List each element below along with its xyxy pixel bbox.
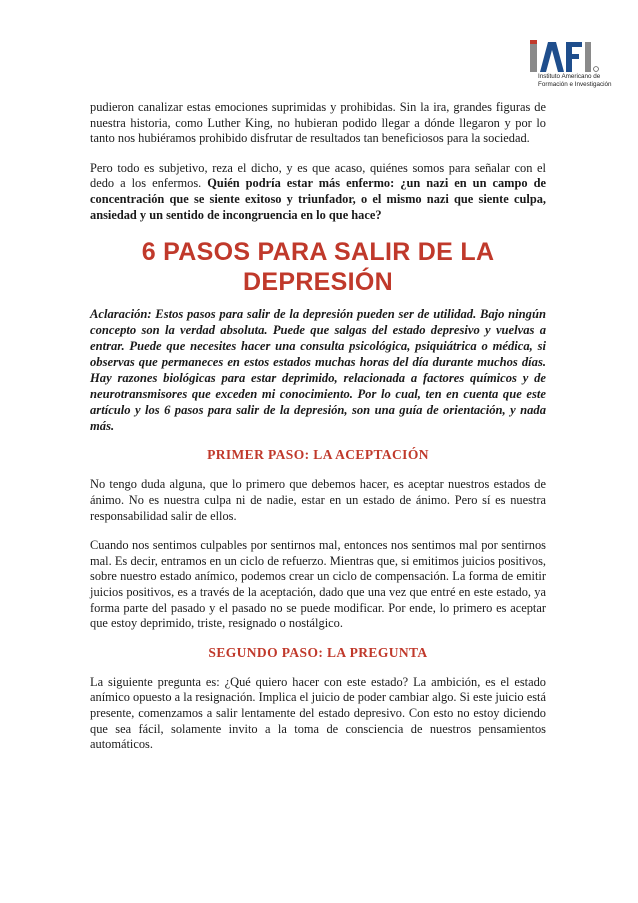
paragraph-intro: pudieron canalizar estas emociones suprimidas y prohibidas. Sin la ira, grandes figuras de nuestra historia, como Luther King, no hubieran podido llegar a dónde llegaron y por lo tanto nos hubiéramos prohibido disfrutar de resultados tan beneficiosos para la sociedad. (90, 100, 546, 146)
disclaimer-paragraph: Aclaración: Estos pasos para salir de la depresión pueden ser de utilidad. Bajo ningún concepto son la verdad absoluta. Puede que salgas del estado depresivo y vuelvas a entrar. Puede que necesites hacer una consulta psicológica, psiquiátrica o médica, si observas que permaneces en estos estados muchas horas del día durante muchos días. Hay razones biológicas para estar deprimido, relacionada a factores químicos y de neurotransmisores que exceden mi conocimiento. Por lo cual, ten en cuenta que este artículo y los 6 pasos para salir de la depresión, son una guía de orientación, y nada más. (90, 307, 546, 433)
iafi-logo-mark (528, 38, 612, 74)
main-title: 6 PASOS PARA SALIR DE LA DEPRESIÓN (141, 238, 495, 297)
logo-org-line1: Instituto Americano de (538, 73, 601, 80)
step1-heading: PRIMER PASO: LA ACEPTACIÓN (207, 447, 429, 463)
paragraph-question-bold: Quién podría estar más enfermo: ¿un nazi en un campo de concentración que se siente exitoso y triunfador, o el mismo nazi que siente culpa, ansiedad y un sentido de incongruencia en lo que hace? (90, 176, 546, 222)
step1-paragraph-1: No tengo duda alguna, que lo primero que debemos hacer, es aceptar nuestros estados de ánimo. No es nuestra culpa ni de nadie, estar en un estado de ánimo. Pero sí es nuestra responsabilidad salir de ellos. (90, 477, 546, 523)
iafi-logo-caption (538, 73, 618, 89)
step2-heading: SEGUNDO PASO: LA PREGUNTA (208, 644, 428, 660)
logo-org-line2: Formación e Investigación (538, 81, 612, 88)
paragraph-question-plain: Pero todo es subjetivo, reza el dicho, y es que acaso, quiénes somos para señalar con el dedo a los enfermos. (90, 160, 546, 191)
article-body (90, 100, 546, 753)
paragraph-question (90, 161, 546, 223)
step2-paragraph-1: La siguiente pregunta es: ¿Qué quiero hacer con este estado? La ambición, es el estado anímico opuesto a la resignación. Implica el juicio de poder cambiar algo. Si este juicio está presente, comenzamos a salir lentamente del estado depresivo. Con esto no estoy diciendo que sea fácil, solamente invito a la toma de consciencia de nuestros pensamientos automáticos. (90, 674, 546, 752)
step1-paragraph-2: Cuando nos sentimos culpables por sentirnos mal, entonces nos sentimos mal por sentirnos mal. Es decir, entramos en un ciclo de refuerzo. Mientras que, si emitimos juicios positivos, sobre nuestro estado anímico, podemos crear un ciclo de compensación. La forma de emitir juicios positivos, es a través de la aceptación, dado que una vez que entré en este estado, ya forma parte del pasado y el pasado no se puede modificar. Por ende, lo primero es aceptar que estoy deprimido, triste, resignado o nostálgico. (90, 538, 546, 631)
